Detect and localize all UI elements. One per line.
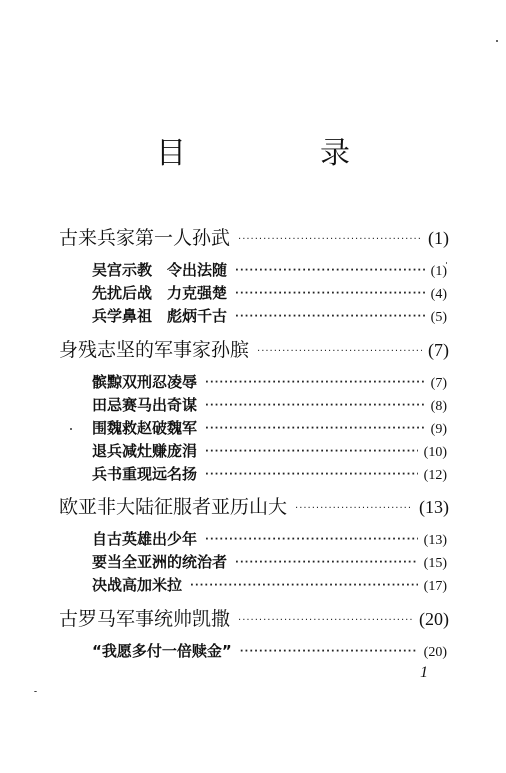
dot-leader [235,311,425,322]
toc-chapter-2[interactable] [59,335,449,362]
scan-speck [34,691,37,692]
dot-leader [205,400,425,411]
toc-section-2-4[interactable] [92,440,447,461]
dot-leader [295,503,413,514]
section-page-number: (5) [430,310,447,325]
page-title: 目 录 [156,136,402,171]
chapter-title: 古来兵家第一人孙武 [59,227,231,249]
dot-leader [235,557,418,568]
toc-section-4-1[interactable] [92,640,447,661]
dot-leader [240,646,418,657]
dot-leader [190,580,418,591]
chapter-page-number: (1) [428,228,449,248]
toc-section-2-1[interactable] [92,371,447,392]
toc-section-1-1[interactable] [92,259,447,280]
section-page-number: (10) [423,445,447,460]
toc-section-3-3[interactable] [92,574,447,595]
section-page-number: (9) [430,422,447,437]
section-title: 兵学鼻祖 彪炳千古 [92,307,228,325]
chapter-title: 欧亚非大陆征服者亚历山大 [59,496,288,518]
section-title: 自古英雄出少年 [92,530,198,548]
section-title: 决战高加米拉 [92,576,183,594]
dot-leader [257,346,422,357]
toc-section-2-5[interactable] [92,463,447,484]
dot-leader [205,534,418,545]
chapter-page-number: (20) [419,609,449,629]
chapter-page-number: (7) [428,340,449,360]
chapter-title: 古罗马军事统帅凯撒 [59,608,231,630]
toc-section-1-2[interactable] [92,282,447,303]
dot-leader [238,234,422,245]
section-title: 要当全亚洲的统治者 [92,553,228,571]
toc-section-3-2[interactable] [92,551,447,572]
dot-leader [238,615,413,626]
section-page-number: (15) [423,556,447,571]
section-page-number: (17) [423,579,447,594]
section-page-number: (7) [430,376,447,391]
section-title: 围魏救赵破魏军 [92,419,198,437]
toc-chapter-4[interactable] [59,604,449,631]
section-page-number: (12) [423,468,447,483]
section-title: 田忌赛马出奇谋 [92,396,198,414]
dot-leader [205,377,425,388]
chapter-title: 身残志坚的军事家孙膑 [59,339,250,361]
section-title: “我愿多付一倍赎金” [92,642,232,660]
page-folio: 1 [420,664,428,681]
section-title: 退兵减灶赚庞涓 [92,442,198,460]
scan-speck [446,262,447,264]
section-title: 先扰后战 力克强楚 [92,284,228,302]
toc-section-3-1[interactable] [92,528,447,549]
toc-chapter-1[interactable] [59,223,449,250]
toc-section-1-3[interactable] [92,305,447,326]
section-title: 兵书重现远名扬 [92,465,198,483]
toc-section-2-2[interactable] [92,394,447,415]
section-page-number: (20) [423,645,447,660]
scan-speck [70,428,72,430]
chapter-page-number: (13) [419,497,449,517]
dot-leader [235,265,425,276]
section-page-number: (8) [430,399,447,414]
dot-leader [205,423,425,434]
dot-leader [205,469,418,480]
scan-speck [496,40,498,42]
section-page-number: (13) [423,533,447,548]
toc-chapter-3[interactable] [59,492,449,519]
section-page-number: (4) [430,287,447,302]
toc-section-2-3[interactable] [92,417,447,438]
dot-leader [235,288,425,299]
section-page-number: (1) [430,264,447,279]
section-title: 吴宫示教 令出法随 [92,261,228,279]
dot-leader [205,446,418,457]
section-title: 髌黥双刑忍凌辱 [92,373,198,391]
